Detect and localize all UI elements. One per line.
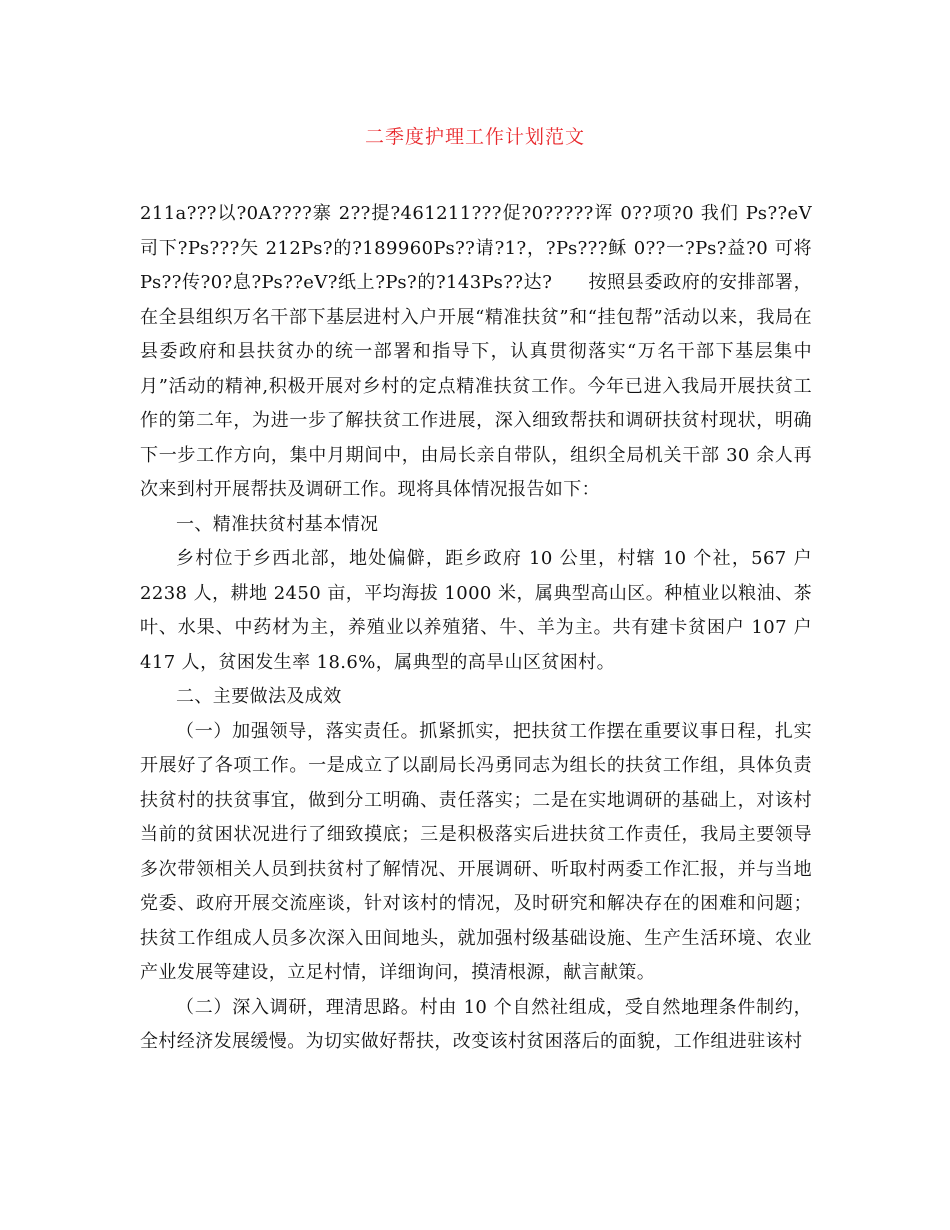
section-paragraph-leadership: （一）加强领导，落实责任。抓紧抓实，把扶贫工作摆在重要议事日程，扎实开展好了各项工作。一是成立了以副局长冯勇同志为组长的扶贫工作组，具体负责扶贫村的扶贫事宜，做到分工明确、责任落实；二是在实地调研的基础上，对该村当前的贫困状况进行了细致摸底；三是积极落实后进扶贫工作责任，我局主要领导多次带领相关人员到扶贫村了解情况、开展调研、听取村两委工作汇报，并与当地党委、政府开展交流座谈，针对该村的情况，及时研究和解决存在的困难和问题；扶贫工作组成人员多次深入田间地头，就加强村级基础设施、生产生活环境、农业产业发展等建设，立足村情，详细询问，摸清根源，献言献策。 [140, 720, 812, 983]
section-heading-main-measures: 二、主要做法及成效 [176, 686, 342, 707]
document-body [140, 197, 812, 1060]
intro-paragraph [140, 197, 812, 508]
section-paragraph-research: （二）深入调研，理清思路。村由 10 个自然社组成，受自然地理条件制约，全村经济发展缓慢。为切实做好帮扶，改变该村贫困落后的面貌，工作组进驻该村 [140, 996, 812, 1052]
document-title: 二季度护理工作计划范文 [364, 126, 585, 148]
section-paragraph-basic-info: 乡村位于乡西北部，地处偏僻，距乡政府 10 公里，村辖 10 个社，567 户 2238 人，耕地 2450 亩，平均海拔 1000 米，属典型高山区。种植业以粮油、茶叶、水果、中药材为主，养殖业以养殖猪、牛、羊为主。共有建卡贫困户 107 户 417 人，贫困发生率 18.6%，属典型的高旱山区贫困村。 [140, 548, 812, 673]
intro-text: 按照县委政府的安排部署，在全县组织万名干部下基层进村入户开展“精准扶贫”和“挂包帮”活动以来，我局在县委政府和县扶贫办的统一部署和指导下，认真贯彻落实“万名干部下基层集中月”活动的精神,积极开展对乡村的定点精准扶贫工作。今年已进入我局开展扶贫工作的第二年，为进一步了解扶贫工作进展，深入细致帮扶和调研扶贫村现状，明确下一步工作方向，集中月期间中，由局长亲自带队，组织全局机关干部 30 余人再次来到村开展帮扶及调研工作。现将具体情况报告如下： [140, 272, 812, 500]
section-heading-basic-info: 一、精准扶贫村基本情况 [176, 513, 379, 535]
garbled-prefix-text: 211a???以?0A????寨 2??提?461211???促?0?????诨 0??项?0 我们 Ps??eV 司下?Ps???矢 212Ps?的?189960Ps??请?1?，?Ps???稣 0??一?Ps?益?0 可将 Ps??传?0?息?Ps??eV?纸上?Ps?的?143Ps??达? [140, 203, 812, 293]
